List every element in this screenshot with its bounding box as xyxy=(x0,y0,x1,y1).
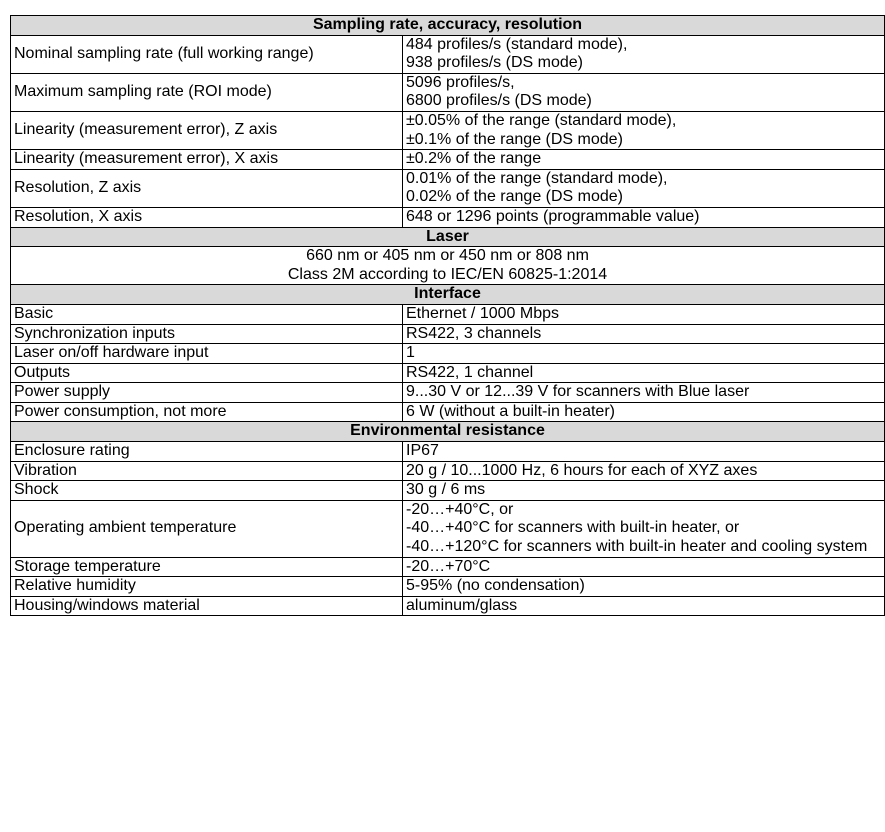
table-row xyxy=(11,557,885,577)
row-label: Basic xyxy=(11,304,403,324)
table-row xyxy=(11,363,885,383)
row-value: aluminum/glass xyxy=(403,596,885,616)
row-value: -20…+70°C xyxy=(403,557,885,577)
section-header xyxy=(11,285,885,305)
table-row xyxy=(11,73,885,111)
row-value: 5-95% (no condensation) xyxy=(403,577,885,597)
table-row xyxy=(11,247,885,285)
row-value: 484 profiles/s (standard mode), 938 profiles/s (DS mode) xyxy=(403,35,885,73)
row-value: RS422, 1 channel xyxy=(403,363,885,383)
row-value: IP67 xyxy=(403,442,885,462)
table-row xyxy=(11,111,885,149)
row-value: 20 g / 10...1000 Hz, 6 hours for each of XYZ axes xyxy=(403,461,885,481)
row-label: Synchronization inputs xyxy=(11,324,403,344)
table-row xyxy=(11,442,885,462)
row-value: 30 g / 6 ms xyxy=(403,481,885,501)
row-label: Enclosure rating xyxy=(11,442,403,462)
table-row xyxy=(11,35,885,73)
row-label: Storage temperature xyxy=(11,557,403,577)
row-value: 648 or 1296 points (programmable value) xyxy=(403,207,885,227)
row-label: Laser on/off hardware input xyxy=(11,344,403,364)
table-row xyxy=(11,596,885,616)
row-value: -20…+40°C, or -40…+40°C for scanners with built-in heater, or -40…+120°C for scanners with built-in heater and cooling system xyxy=(403,500,885,557)
laser-description: 660 nm or 405 nm or 450 nm or 808 nm Class 2M according to IEC/EN 60825-1:2014 xyxy=(11,247,885,285)
row-label: Relative humidity xyxy=(11,577,403,597)
table-row xyxy=(11,402,885,422)
section-header xyxy=(11,422,885,442)
specifications-table xyxy=(10,15,885,616)
table-row xyxy=(11,383,885,403)
row-label: Vibration xyxy=(11,461,403,481)
row-label: Linearity (measurement error), Z axis xyxy=(11,111,403,149)
row-value: 5096 profiles/s, 6800 profiles/s (DS mode) xyxy=(403,73,885,111)
row-label: Resolution, X axis xyxy=(11,207,403,227)
row-value: ±0.2% of the range xyxy=(403,150,885,170)
row-label: Power consumption, not more xyxy=(11,402,403,422)
table-row xyxy=(11,481,885,501)
section-header xyxy=(11,16,885,36)
section-title: Laser xyxy=(11,227,885,247)
row-label: Operating ambient temperature xyxy=(11,500,403,557)
row-value: 1 xyxy=(403,344,885,364)
section-header xyxy=(11,227,885,247)
table-row xyxy=(11,150,885,170)
table-row xyxy=(11,500,885,557)
table-row xyxy=(11,169,885,207)
row-label: Power supply xyxy=(11,383,403,403)
table-row xyxy=(11,207,885,227)
row-label: Nominal sampling rate (full working range) xyxy=(11,35,403,73)
row-value: 0.01% of the range (standard mode), 0.02% of the range (DS mode) xyxy=(403,169,885,207)
row-label: Linearity (measurement error), X axis xyxy=(11,150,403,170)
row-label: Housing/windows material xyxy=(11,596,403,616)
section-title: Sampling rate, accuracy, resolution xyxy=(11,16,885,36)
table-row xyxy=(11,461,885,481)
section-title: Environmental resistance xyxy=(11,422,885,442)
row-value: 9...30 V or 12...39 V for scanners with Blue laser xyxy=(403,383,885,403)
table-row xyxy=(11,577,885,597)
row-label: Maximum sampling rate (ROI mode) xyxy=(11,73,403,111)
table-row xyxy=(11,344,885,364)
row-value: ±0.05% of the range (standard mode), ±0.1% of the range (DS mode) xyxy=(403,111,885,149)
table-row xyxy=(11,304,885,324)
row-value: RS422, 3 channels xyxy=(403,324,885,344)
row-label: Shock xyxy=(11,481,403,501)
section-title: Interface xyxy=(11,285,885,305)
row-label: Outputs xyxy=(11,363,403,383)
row-value: 6 W (without a built-in heater) xyxy=(403,402,885,422)
table-row xyxy=(11,324,885,344)
row-value: Ethernet / 1000 Mbps xyxy=(403,304,885,324)
row-label: Resolution, Z axis xyxy=(11,169,403,207)
